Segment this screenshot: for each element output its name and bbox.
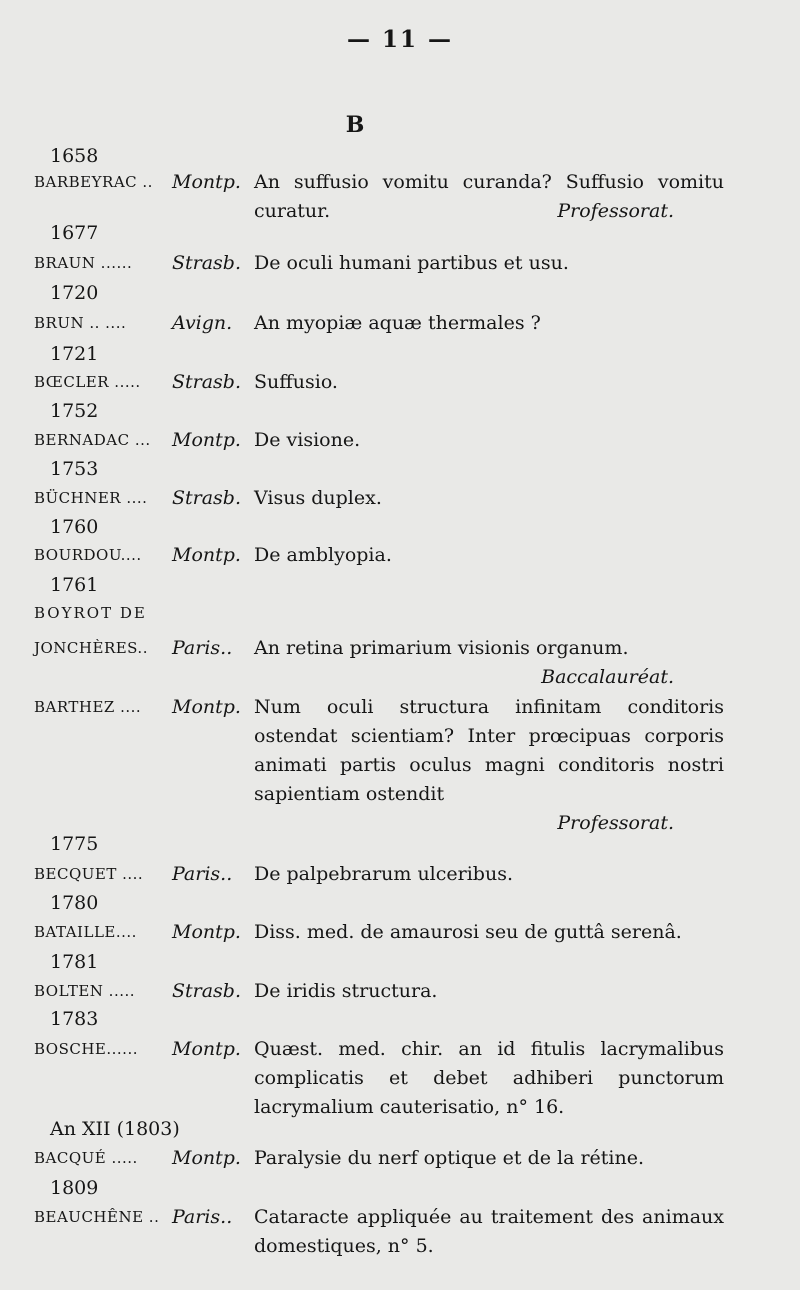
entry-city: Strasb. xyxy=(172,487,242,509)
entry-title xyxy=(254,634,724,692)
entry-city: Strasb. xyxy=(172,252,242,274)
entry-title: De iridis structura. xyxy=(254,980,438,1002)
entry-author: BACQUÉ ..... xyxy=(34,1149,138,1167)
bibliography-entry xyxy=(34,168,724,226)
entry-title: Paralysie du nerf optique et de la rétine. xyxy=(254,1147,645,1169)
entry-author: BOSCHE...... xyxy=(34,1040,138,1058)
entry-year: 1780 xyxy=(50,892,99,914)
entry-year: An XII (1803) xyxy=(50,1118,180,1140)
entry-city: Strasb. xyxy=(172,371,242,393)
entry-title: Quæst. med. chir. an id fitulis lacrymalibus complicatis et debet adhiberi punctorum lacrymalium cauterisatio, n° 16. xyxy=(254,1038,724,1118)
entry-author: BOURDOU.... xyxy=(34,546,142,564)
entry-city: Montp. xyxy=(172,429,241,451)
entry-author: BEAUCHÊNE .. xyxy=(34,1208,160,1226)
entry-author: BRAUN ...... xyxy=(34,254,133,272)
entry-city: Paris.. xyxy=(172,1206,233,1228)
entry-title-text: Num oculi structura infinitam conditoris ostendat scientiam? Inter prœcipuas corporis animati partis oculus magni conditoris nostri sapientiam ostendit xyxy=(254,696,724,805)
entry-title: De palpebrarum ulceribus. xyxy=(254,863,513,885)
entry-year: 1658 xyxy=(50,145,99,167)
bibliography-entry xyxy=(34,634,724,692)
entry-city: Montp. xyxy=(172,696,241,718)
entry-author: BARTHEZ .... xyxy=(34,698,142,716)
entry-title xyxy=(254,168,724,226)
entry-year: 1760 xyxy=(50,516,99,538)
section-letter: B xyxy=(345,112,365,138)
bibliography-entry xyxy=(34,693,724,838)
entry-title: Suffusio. xyxy=(254,371,338,393)
bibliography-entry xyxy=(34,918,724,947)
entry-year: 1775 xyxy=(50,833,99,855)
entry-title: Cataracte appliquée au traitement des animaux domestiques, n° 5. xyxy=(254,1206,724,1257)
entry-degree: Baccalauréat. xyxy=(541,666,674,688)
entry-year: 1753 xyxy=(50,458,99,480)
bibliography-entry xyxy=(34,484,724,513)
entry-author: BATAILLE.... xyxy=(34,923,137,941)
page-number: — 11 — xyxy=(346,26,454,53)
entry-city: Avign. xyxy=(172,312,233,334)
entry-author-line1: BOYROT DE xyxy=(34,604,147,622)
bibliography-entry xyxy=(34,249,724,278)
bibliography-entry xyxy=(34,1144,724,1173)
entry-author: BECQUET .... xyxy=(34,865,144,883)
entry-title: Diss. med. de amaurosi seu de guttâ serenâ. xyxy=(254,921,682,943)
entry-city: Paris.. xyxy=(172,637,233,659)
entry-year: 1752 xyxy=(50,400,99,422)
entry-title: De oculi humani partibus et usu. xyxy=(254,252,569,274)
bibliography-entry xyxy=(34,1035,724,1122)
entry-city: Montp. xyxy=(172,1038,241,1060)
bibliography-entry xyxy=(34,977,724,1006)
entry-author: BARBEYRAC .. xyxy=(34,173,153,191)
entry-author: JONCHÈRES.. xyxy=(34,639,148,657)
entry-author: BÜCHNER .... xyxy=(34,489,148,507)
entry-city: Montp. xyxy=(172,921,241,943)
entry-city: Paris.. xyxy=(172,863,233,885)
entry-title: An myopiæ aquæ thermales ? xyxy=(254,312,541,334)
entry-city: Montp. xyxy=(172,171,241,193)
bibliography-entry xyxy=(34,309,724,338)
entry-city: Strasb. xyxy=(172,980,242,1002)
entry-title: De visione. xyxy=(254,429,361,451)
bibliography-entry xyxy=(34,426,724,455)
entry-author: BOLTEN ..... xyxy=(34,982,136,1000)
entry-title-text: An suffusio vomitu curanda? Suffusio vomitu curatur. xyxy=(254,171,724,222)
bibliography-entry xyxy=(34,541,724,570)
entry-degree: Professorat. xyxy=(557,200,674,222)
entry-year: 1809 xyxy=(50,1177,99,1199)
bibliography-entry xyxy=(34,368,724,397)
entry-year: 1783 xyxy=(50,1008,99,1030)
entry-author: BŒCLER ..... xyxy=(34,373,141,391)
entry-year: 1720 xyxy=(50,282,99,304)
entry-author: BRUN .. .... xyxy=(34,314,127,332)
entry-author: BERNADAC ... xyxy=(34,431,151,449)
entry-city: Montp. xyxy=(172,544,241,566)
entry-year: 1721 xyxy=(50,343,99,365)
bibliography-entry xyxy=(34,860,724,889)
entry-year: 1781 xyxy=(50,951,99,973)
entry-degree: Professorat. xyxy=(557,812,674,834)
entry-title: Visus duplex. xyxy=(254,487,382,509)
entry-year: 1677 xyxy=(50,222,99,244)
entry-title-text: An retina primarium visionis organum. xyxy=(254,637,629,659)
bibliography-entry xyxy=(34,1203,724,1261)
entry-city: Montp. xyxy=(172,1147,241,1169)
entry-title xyxy=(254,693,724,838)
entry-title: De amblyopia. xyxy=(254,544,392,566)
entry-year: 1761 xyxy=(50,574,99,596)
